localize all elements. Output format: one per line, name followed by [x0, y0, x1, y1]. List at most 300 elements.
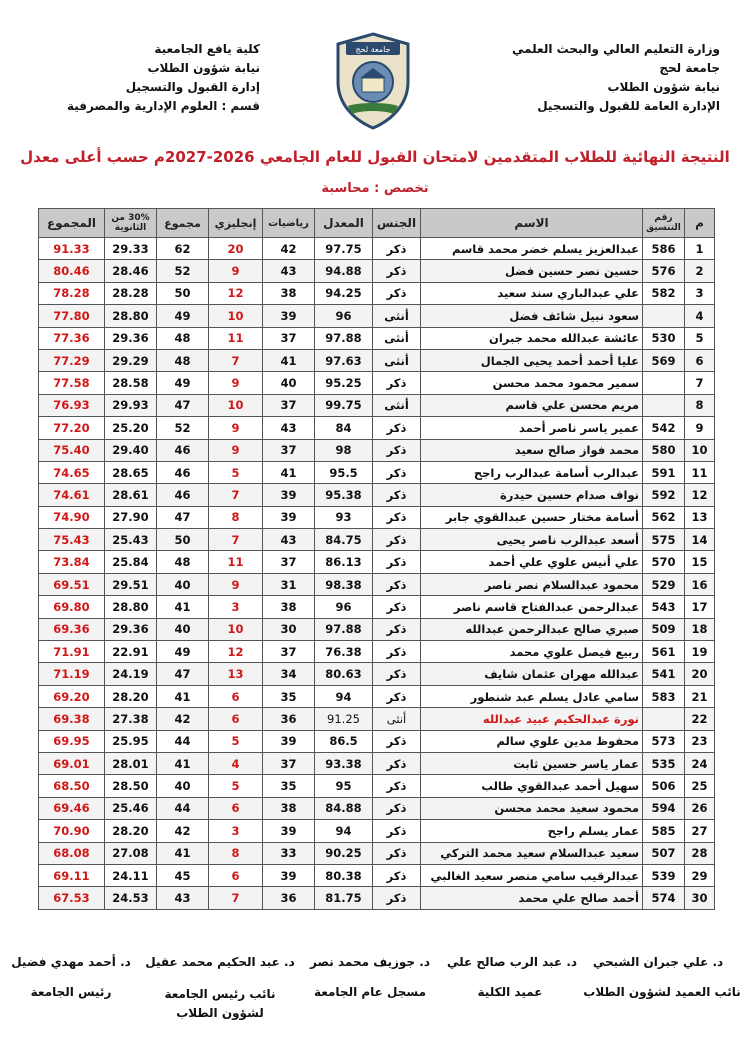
- table-header-row: [39, 209, 715, 238]
- cell-gender: ذكر: [373, 887, 421, 909]
- cell-pct: 28.58: [105, 372, 157, 394]
- signature-name-4: د. عبد الحكيم محمد عقيل: [145, 955, 295, 969]
- col-header-sum: مجموع: [157, 209, 209, 238]
- cell-num: 6: [685, 349, 715, 371]
- admission-dept-line: إدارة القبول والتسجيل: [125, 80, 260, 94]
- cell-reg: 573: [643, 730, 685, 752]
- cell-gender: ذكر: [373, 484, 421, 506]
- cell-num: 24: [685, 752, 715, 774]
- cell-num: 16: [685, 573, 715, 595]
- cell-reg: 583: [643, 685, 685, 707]
- cell-sum: 49: [157, 372, 209, 394]
- cell-avg: 90.25: [315, 842, 373, 864]
- cell-math: 41: [263, 461, 315, 483]
- cell-math: 31: [263, 573, 315, 595]
- table-row: [39, 708, 715, 730]
- cell-sum: 40: [157, 775, 209, 797]
- cell-gender: ذكر: [373, 663, 421, 685]
- college-line: كلية يافع الجامعية: [154, 42, 260, 56]
- cell-avg: 97.63: [315, 349, 373, 371]
- cell-reg: 506: [643, 775, 685, 797]
- cell-pct: 25.95: [105, 730, 157, 752]
- cell-reg: 576: [643, 260, 685, 282]
- cell-avg: 81.75: [315, 887, 373, 909]
- cell-avg: 80.63: [315, 663, 373, 685]
- cell-eng: 11: [209, 327, 263, 349]
- table-row: [39, 820, 715, 842]
- cell-sum: 41: [157, 752, 209, 774]
- cell-name: عبدالرب أسامة عبدالرب راجح: [421, 461, 643, 483]
- cell-total: 73.84: [39, 551, 105, 573]
- cell-name: سهيل أحمد عبدالقوي طالب: [421, 775, 643, 797]
- cell-reg: 586: [643, 238, 685, 260]
- cell-num: 29: [685, 864, 715, 886]
- student-affairs-line: نيابة شؤون الطلاب: [607, 80, 720, 94]
- cell-math: 43: [263, 417, 315, 439]
- cell-avg: 84: [315, 417, 373, 439]
- cell-total: 77.36: [39, 327, 105, 349]
- cell-total: 75.40: [39, 439, 105, 461]
- cell-pct: 25.20: [105, 417, 157, 439]
- cell-gender: أنثى: [373, 349, 421, 371]
- cell-gender: ذكر: [373, 641, 421, 663]
- cell-name: سامي عادل يسلم عبد شنطور: [421, 685, 643, 707]
- cell-total: 71.91: [39, 641, 105, 663]
- table-row: [39, 439, 715, 461]
- cell-math: 37: [263, 394, 315, 416]
- cell-pct: 28.65: [105, 461, 157, 483]
- cell-gender: ذكر: [373, 596, 421, 618]
- cell-name: عبدالرحمن عبدالفتاح قاسم ناصر: [421, 596, 643, 618]
- cell-name: سعيد عبدالسلام سعيد محمد التركي: [421, 842, 643, 864]
- cell-pct: 28.28: [105, 282, 157, 304]
- cell-pct: 29.40: [105, 439, 157, 461]
- cell-pct: 28.80: [105, 596, 157, 618]
- cell-sum: 52: [157, 417, 209, 439]
- cell-name: علي عبدالباري سند سعيد: [421, 282, 643, 304]
- cell-avg: 96: [315, 305, 373, 327]
- table-row: [39, 551, 715, 573]
- cell-sum: 42: [157, 708, 209, 730]
- cell-sum: 50: [157, 282, 209, 304]
- cell-name: صبري صالح عبدالرحمن عبدالله: [421, 618, 643, 640]
- cell-avg: 80.38: [315, 864, 373, 886]
- cell-reg: 535: [643, 752, 685, 774]
- cell-total: 74.90: [39, 506, 105, 528]
- cell-math: 33: [263, 842, 315, 864]
- cell-pct: 28.46: [105, 260, 157, 282]
- cell-avg: 94.25: [315, 282, 373, 304]
- cell-math: 37: [263, 439, 315, 461]
- cell-pct: 28.50: [105, 775, 157, 797]
- cell-sum: 47: [157, 394, 209, 416]
- signature-role-4: نائب رئيس الجامعة لشؤون الطلاب: [164, 987, 276, 1020]
- cell-total: 76.93: [39, 394, 105, 416]
- cell-name: ربيع فيصل علوي محمد: [421, 641, 643, 663]
- cell-sum: 50: [157, 529, 209, 551]
- table-body: [39, 238, 715, 910]
- cell-eng: 6: [209, 797, 263, 819]
- cell-avg: 97.88: [315, 618, 373, 640]
- cell-math: 34: [263, 663, 315, 685]
- cell-eng: 9: [209, 372, 263, 394]
- table-row: [39, 641, 715, 663]
- cell-avg: 95.25: [315, 372, 373, 394]
- cell-name: أسامة مختار حسين عبدالقوي جابر: [421, 506, 643, 528]
- table-row: [39, 260, 715, 282]
- signature-name-3: د. جوزيف محمد نصر: [310, 955, 430, 969]
- cell-eng: 12: [209, 282, 263, 304]
- cell-reg: 574: [643, 887, 685, 909]
- cell-sum: 43: [157, 887, 209, 909]
- signature-role-5: رئيس الجامعة: [30, 985, 112, 999]
- cell-math: 37: [263, 551, 315, 573]
- cell-pct: 24.11: [105, 864, 157, 886]
- cell-num: 25: [685, 775, 715, 797]
- col-header-name: الاسم: [421, 209, 643, 238]
- table-row: [39, 327, 715, 349]
- cell-gender: ذكر: [373, 417, 421, 439]
- cell-math: 39: [263, 730, 315, 752]
- cell-total: 77.58: [39, 372, 105, 394]
- table-row: [39, 752, 715, 774]
- cell-gender: ذكر: [373, 820, 421, 842]
- cell-math: 38: [263, 282, 315, 304]
- cell-math: 43: [263, 260, 315, 282]
- cell-reg: 541: [643, 663, 685, 685]
- signature-role-3: مسجل عام الجامعة: [313, 985, 427, 999]
- cell-eng: 11: [209, 551, 263, 573]
- cell-num: 18: [685, 618, 715, 640]
- cell-pct: 28.01: [105, 752, 157, 774]
- cell-num: 28: [685, 842, 715, 864]
- cell-avg: 86.13: [315, 551, 373, 573]
- table-row: [39, 372, 715, 394]
- cell-reg: 543: [643, 596, 685, 618]
- cell-total: 69.20: [39, 685, 105, 707]
- cell-avg: 97.75: [315, 238, 373, 260]
- cell-eng: 6: [209, 708, 263, 730]
- cell-eng: 7: [209, 529, 263, 551]
- cell-eng: 9: [209, 417, 263, 439]
- cell-math: 36: [263, 887, 315, 909]
- signature-role-2: عميد الكلية: [477, 985, 543, 999]
- cell-eng: 5: [209, 730, 263, 752]
- cell-gender: ذكر: [373, 752, 421, 774]
- cell-math: 36: [263, 708, 315, 730]
- cell-eng: 9: [209, 439, 263, 461]
- table-row: [39, 596, 715, 618]
- cell-eng: 7: [209, 349, 263, 371]
- cell-num: 17: [685, 596, 715, 618]
- cell-eng: 10: [209, 394, 263, 416]
- cell-total: 67.53: [39, 887, 105, 909]
- cell-name: عليا أحمد أحمد يحيى الجمال: [421, 349, 643, 371]
- cell-sum: 41: [157, 596, 209, 618]
- col-header-reg: رقم التنسيق: [643, 209, 685, 238]
- cell-eng: 8: [209, 842, 263, 864]
- cell-pct: 27.08: [105, 842, 157, 864]
- col-header-eng: إنجليزي: [209, 209, 263, 238]
- cell-avg: 86.5: [315, 730, 373, 752]
- cell-sum: 46: [157, 439, 209, 461]
- cell-name: علي أنيس علوي علي أحمد: [421, 551, 643, 573]
- cell-sum: 40: [157, 618, 209, 640]
- cell-gender: ذكر: [373, 506, 421, 528]
- table-row: [39, 282, 715, 304]
- table-row: [39, 506, 715, 528]
- cell-sum: 46: [157, 484, 209, 506]
- cell-math: 39: [263, 820, 315, 842]
- table-row: [39, 238, 715, 260]
- cell-reg: 507: [643, 842, 685, 864]
- cell-reg: 562: [643, 506, 685, 528]
- cell-gender: ذكر: [373, 282, 421, 304]
- cell-name: عبدالعزيز يسلم خضر محمد قاسم: [421, 238, 643, 260]
- table-row: [39, 842, 715, 864]
- cell-num: 3: [685, 282, 715, 304]
- cell-total: 69.80: [39, 596, 105, 618]
- cell-num: 21: [685, 685, 715, 707]
- cell-total: 80.46: [39, 260, 105, 282]
- cell-eng: 4: [209, 752, 263, 774]
- cell-math: 37: [263, 641, 315, 663]
- cell-gender: أنثى: [373, 394, 421, 416]
- cell-total: 71.19: [39, 663, 105, 685]
- cell-pct: 25.46: [105, 797, 157, 819]
- col-header-pct: 30% من الثانوية: [105, 209, 157, 238]
- signature-role-1: نائب العميد لشؤون الطلاب: [583, 985, 741, 999]
- cell-num: 20: [685, 663, 715, 685]
- cell-sum: 48: [157, 349, 209, 371]
- col-header-total: المجموع: [39, 209, 105, 238]
- cell-num: 11: [685, 461, 715, 483]
- cell-total: 74.61: [39, 484, 105, 506]
- cell-sum: 40: [157, 573, 209, 595]
- table-row: [39, 775, 715, 797]
- table-row: [39, 663, 715, 685]
- cell-num: 9: [685, 417, 715, 439]
- cell-avg: 91.25: [315, 708, 373, 730]
- col-header-avg: المعدل: [315, 209, 373, 238]
- cell-gender: ذكر: [373, 842, 421, 864]
- cell-num: 12: [685, 484, 715, 506]
- cell-gender: ذكر: [373, 372, 421, 394]
- ministry-header: [512, 40, 720, 116]
- cell-eng: 3: [209, 820, 263, 842]
- cell-eng: 9: [209, 260, 263, 282]
- cell-total: 70.90: [39, 820, 105, 842]
- table-row: [39, 887, 715, 909]
- cell-reg: 509: [643, 618, 685, 640]
- cell-avg: 95.5: [315, 461, 373, 483]
- admission-dept-line: الإدارة العامة للقبول والتسجيل: [537, 99, 720, 113]
- cell-eng: 8: [209, 506, 263, 528]
- cell-sum: 44: [157, 797, 209, 819]
- cell-math: 37: [263, 752, 315, 774]
- cell-pct: 27.38: [105, 708, 157, 730]
- cell-total: 69.11: [39, 864, 105, 886]
- cell-gender: أنثى: [373, 305, 421, 327]
- cell-pct: 29.51: [105, 573, 157, 595]
- cell-name: سمير محمود محمد محسن: [421, 372, 643, 394]
- table-row: [39, 573, 715, 595]
- cell-gender: ذكر: [373, 618, 421, 640]
- cell-total: 69.95: [39, 730, 105, 752]
- cell-reg: 580: [643, 439, 685, 461]
- cell-pct: 29.93: [105, 394, 157, 416]
- cell-total: 74.65: [39, 461, 105, 483]
- cell-eng: 10: [209, 618, 263, 640]
- cell-reg: 575: [643, 529, 685, 551]
- cell-avg: 98: [315, 439, 373, 461]
- cell-math: 39: [263, 864, 315, 886]
- cell-avg: 95.38: [315, 484, 373, 506]
- specialization-subtitle: تخصص : محاسبة: [321, 181, 429, 196]
- cell-eng: 7: [209, 484, 263, 506]
- cell-avg: 95: [315, 775, 373, 797]
- cell-gender: ذكر: [373, 797, 421, 819]
- table-row: [39, 797, 715, 819]
- cell-avg: 96: [315, 596, 373, 618]
- cell-math: 35: [263, 685, 315, 707]
- cell-reg: [643, 372, 685, 394]
- cell-pct: 24.19: [105, 663, 157, 685]
- cell-name: محمود عبدالسلام نصر ناصر: [421, 573, 643, 595]
- table-row: [39, 730, 715, 752]
- cell-math: 35: [263, 775, 315, 797]
- cell-gender: ذكر: [373, 730, 421, 752]
- cell-math: 39: [263, 305, 315, 327]
- cell-num: 5: [685, 327, 715, 349]
- cell-num: 19: [685, 641, 715, 663]
- cell-pct: 29.33: [105, 238, 157, 260]
- cell-eng: 12: [209, 641, 263, 663]
- cell-name: عائشة عبدالله محمد جبران: [421, 327, 643, 349]
- cell-eng: 7: [209, 887, 263, 909]
- cell-gender: ذكر: [373, 775, 421, 797]
- cell-name: عبدالرقيب سامي منصر سعيد الغالبي: [421, 864, 643, 886]
- student-affairs-line: نيابة شؤون الطلاب: [147, 61, 260, 75]
- cell-num: 2: [685, 260, 715, 282]
- cell-name: عمار يسلم راجح: [421, 820, 643, 842]
- cell-gender: ذكر: [373, 551, 421, 573]
- cell-gender: ذكر: [373, 260, 421, 282]
- cell-avg: 93: [315, 506, 373, 528]
- cell-math: 39: [263, 506, 315, 528]
- cell-pct: 28.20: [105, 685, 157, 707]
- cell-gender: أنثى: [373, 708, 421, 730]
- table-row: [39, 417, 715, 439]
- cell-total: 77.20: [39, 417, 105, 439]
- cell-num: 15: [685, 551, 715, 573]
- cell-name: حسين نصر حسين فضل: [421, 260, 643, 282]
- cell-math: 40: [263, 372, 315, 394]
- cell-pct: 28.61: [105, 484, 157, 506]
- cell-num: 4: [685, 305, 715, 327]
- cell-eng: 10: [209, 305, 263, 327]
- cell-total: 77.29: [39, 349, 105, 371]
- results-table: [38, 208, 715, 910]
- cell-num: 10: [685, 439, 715, 461]
- cell-sum: 49: [157, 641, 209, 663]
- cell-reg: 539: [643, 864, 685, 886]
- cell-math: 43: [263, 529, 315, 551]
- cell-total: 78.28: [39, 282, 105, 304]
- cell-sum: 52: [157, 260, 209, 282]
- cell-total: 68.50: [39, 775, 105, 797]
- cell-name: أسعد عبدالرب ناصر يحيى: [421, 529, 643, 551]
- cell-pct: 28.20: [105, 820, 157, 842]
- cell-gender: ذكر: [373, 864, 421, 886]
- cell-math: 38: [263, 797, 315, 819]
- table-row: [39, 618, 715, 640]
- cell-sum: 41: [157, 685, 209, 707]
- cell-avg: 93.38: [315, 752, 373, 774]
- cell-total: 69.51: [39, 573, 105, 595]
- cell-total: 91.33: [39, 238, 105, 260]
- cell-eng: 6: [209, 685, 263, 707]
- university-line: جامعة لحج: [659, 61, 720, 75]
- cell-eng: 3: [209, 596, 263, 618]
- cell-gender: أنثى: [373, 327, 421, 349]
- cell-reg: 592: [643, 484, 685, 506]
- cell-name: عبدالله مهران عثمان شايف: [421, 663, 643, 685]
- cell-num: 27: [685, 820, 715, 842]
- cell-num: 14: [685, 529, 715, 551]
- col-header-gender: الجنس: [373, 209, 421, 238]
- table-row: [39, 685, 715, 707]
- cell-name: محفوظ مدين علوي سالم: [421, 730, 643, 752]
- cell-avg: 94: [315, 685, 373, 707]
- cell-avg: 84.88: [315, 797, 373, 819]
- cell-gender: ذكر: [373, 461, 421, 483]
- cell-math: 42: [263, 238, 315, 260]
- cell-reg: 570: [643, 551, 685, 573]
- cell-eng: 5: [209, 775, 263, 797]
- cell-pct: 29.29: [105, 349, 157, 371]
- cell-pct: 27.90: [105, 506, 157, 528]
- signature-name-1: د. علي جبران الشبحي: [592, 955, 724, 969]
- cell-math: 39: [263, 484, 315, 506]
- cell-pct: 24.53: [105, 887, 157, 909]
- cell-name: عمير ياسر ناصر أحمد: [421, 417, 643, 439]
- cell-math: 38: [263, 596, 315, 618]
- cell-sum: 48: [157, 551, 209, 573]
- cell-reg: [643, 305, 685, 327]
- cell-reg: 530: [643, 327, 685, 349]
- cell-pct: 25.84: [105, 551, 157, 573]
- cell-num: 22: [685, 708, 715, 730]
- cell-avg: 94: [315, 820, 373, 842]
- college-header: [30, 40, 260, 116]
- cell-num: 26: [685, 797, 715, 819]
- cell-total: 69.46: [39, 797, 105, 819]
- cell-avg: 99.75: [315, 394, 373, 416]
- cell-math: 37: [263, 327, 315, 349]
- table-row: [39, 349, 715, 371]
- cell-reg: 585: [643, 820, 685, 842]
- cell-sum: 62: [157, 238, 209, 260]
- col-header-num: م: [685, 209, 715, 238]
- cell-sum: 49: [157, 305, 209, 327]
- cell-total: 77.80: [39, 305, 105, 327]
- table-row: [39, 461, 715, 483]
- logo-text: جامعة لحج: [355, 45, 391, 54]
- signature-name-5: د. أحمد مهدي فضيل: [11, 955, 131, 969]
- cell-total: 69.36: [39, 618, 105, 640]
- cell-name: مريم محسن علي قاسم: [421, 394, 643, 416]
